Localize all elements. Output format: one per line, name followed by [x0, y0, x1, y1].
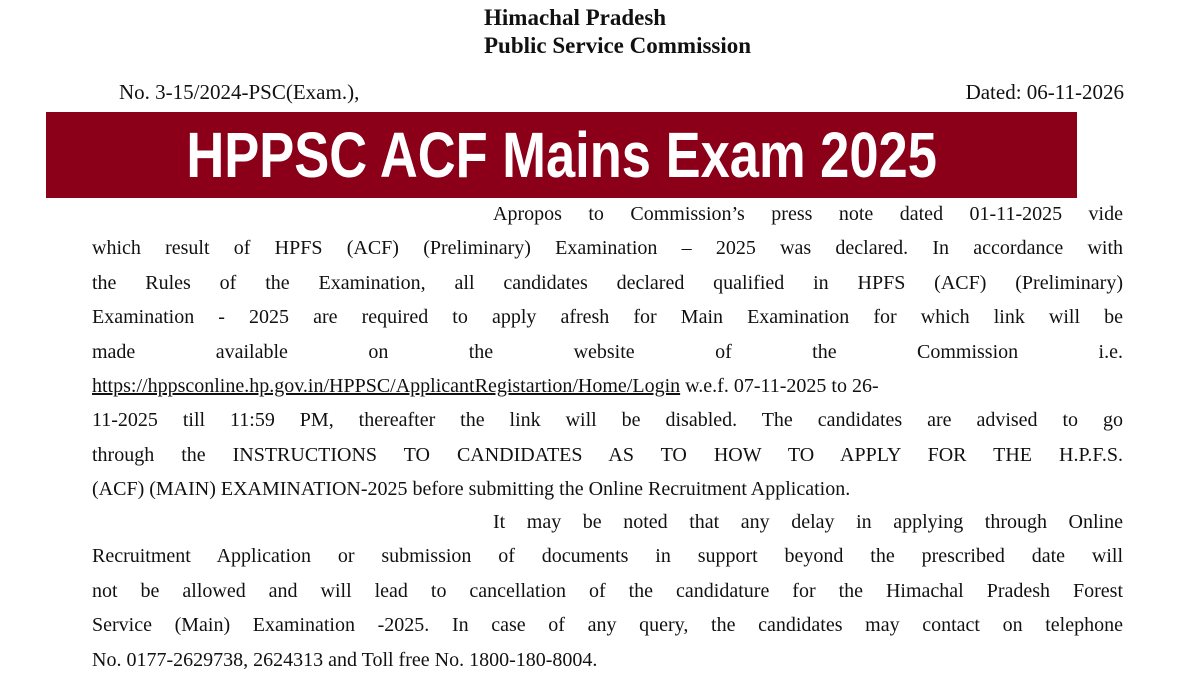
paragraph-1-line-8: through the INSTRUCTIONS TO CANDIDATES AS TO HOW TO APPLY FOR THE H.P.F.S. — [92, 443, 1123, 466]
paragraph-1 — [92, 197, 1123, 507]
reference-number: No. 3-15/2024-PSC(Exam.), — [119, 80, 360, 104]
paragraph-2 — [92, 505, 1123, 677]
commission-header — [484, 4, 751, 60]
application-link[interactable]: https://hppsconline.hp.gov.in/HPPSC/ApplicantRegistartion/Home/Login — [92, 375, 681, 398]
paragraph-1-line-2: which result of HPFS (ACF) (Preliminary) Examination – 2025 was declared. In accordance with — [92, 237, 1123, 260]
paragraph-2-line-5: No. 0177-2629738, 2624313 and Toll free No. 1800-180-8004. — [92, 648, 598, 671]
paragraph-1-line-1: Apropos to Commission’s press note dated 01-11-2025 vide — [493, 203, 1123, 225]
title-banner — [46, 112, 1077, 198]
paragraph-1-line-6 — [92, 369, 1123, 403]
paragraph-2-line-2: Recruitment Application or submission of documents in support beyond the prescribed date will — [92, 545, 1123, 568]
header-line-2: Public Service Commission — [484, 33, 752, 58]
paragraph-1-line-4: Examination - 2025 are required to apply afresh for Main Examination for which link will be — [92, 306, 1123, 329]
reference-row — [119, 79, 1124, 105]
paragraph-1-line-3: the Rules of the Examination, all candidates declared qualified in HPFS (ACF) (Preliminary) — [92, 271, 1123, 294]
link-suffix: w.e.f. 07-11-2025 to 26- — [680, 375, 879, 398]
paragraph-2-line-3: not be allowed and will lead to cancellation of the candidature for the Himachal Pradesh Forest — [92, 579, 1123, 602]
header-line-1: Himachal Pradesh — [484, 5, 667, 30]
reference-date: Dated: 06-11-2026 — [965, 80, 1124, 104]
banner-title: HPPSC ACF Mains Exam 2025 — [186, 119, 937, 191]
paragraph-2-line-1: It may be noted that any delay in applying through Online — [493, 511, 1123, 533]
paragraph-1-line-5: made available on the website of the Commission i.e. — [92, 340, 1123, 363]
paragraph-1-line-7: 11-2025 till 11:59 PM, thereafter the link will be disabled. The candidates are advised to go — [92, 409, 1123, 432]
paragraph-2-line-4: Service (Main) Examination -2025. In case of any query, the candidates may contact on telephone — [92, 614, 1123, 637]
paragraph-1-line-9: (ACF) (MAIN) EXAMINATION-2025 before submitting the Online Recruitment Application. — [92, 478, 851, 501]
